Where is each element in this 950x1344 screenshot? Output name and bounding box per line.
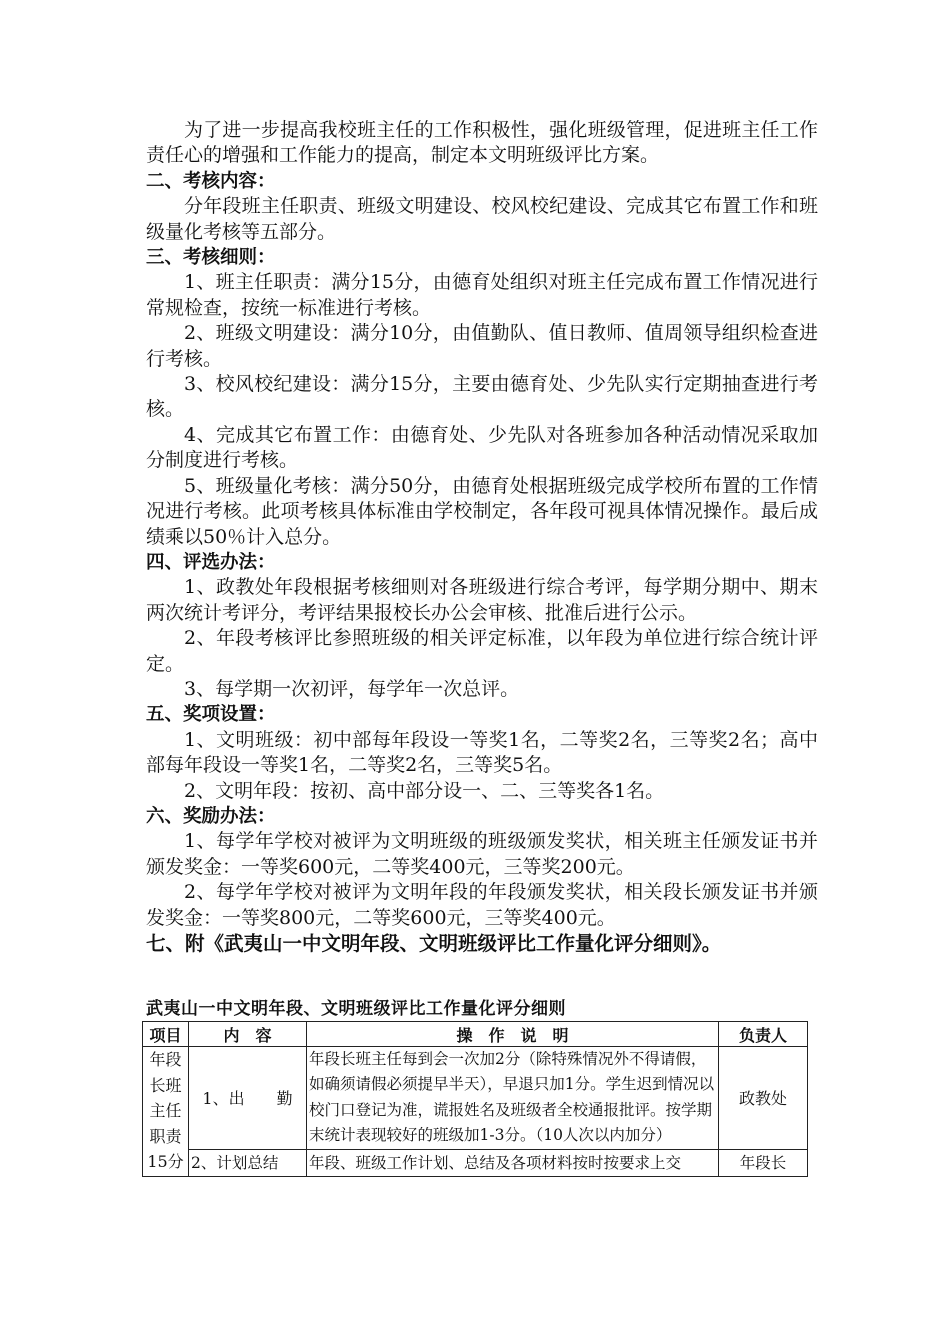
- body-paragraph: 5、班级量化考核：满分50分，由德育处根据班级完成学校所布置的工作情况进行考核。此项考核具体标准由学校制定，各年段可视具体情况操作。最后成绩乘以50％计入总分。: [146, 474, 818, 548]
- section-heading: 三、考核细则：: [146, 247, 276, 269]
- body-paragraph: 分年段班主任职责、班级文明建设、校风校纪建设、完成其它布置工作和班级量化考核等五部分。: [146, 195, 818, 243]
- table-row: [143, 1047, 808, 1150]
- row-content-cell: 1、出 勤: [189, 1047, 307, 1150]
- body-paragraph: 1、每学年学校对被评为文明班级的班级颁发奖状，相关班主任颁发证书并颁发奖金：一等奖600元，二等奖400元，三等奖200元。: [146, 830, 818, 878]
- body-paragraph: 3、校风校纪建设：满分15分，主要由德育处、少先队实行定期抽查进行考核。: [146, 373, 818, 421]
- row-content-cell: 2、计划总结: [189, 1149, 307, 1176]
- row-item-cell: [143, 1047, 189, 1177]
- body-paragraph: 2、文明年段：按初、高中部分设一、二、三等奖各1名。: [184, 779, 665, 802]
- body-paragraph: 1、文明班级：初中部每年段设一等奖1名，二等奖2名，三等奖2名；高中部每年段设一等奖1名，二等奖2名，三等奖5名。: [146, 728, 818, 777]
- table-row: [143, 1149, 808, 1176]
- scoring-table: [142, 1021, 808, 1177]
- body-paragraph: 2、每学年学校对被评为文明年段的年段颁发奖状，相关段长颁发证书并颁发奖金：一等奖800元，二等奖600元，三等奖400元。: [146, 881, 818, 929]
- section-heading: 二、考核内容：: [146, 170, 276, 192]
- row-item-label: 年段长班主任职责15分: [147, 1050, 184, 1172]
- body-paragraph: 2、班级文明建设：满分10分，由值勤队、值日教师、值周领导组织检查进行考核。: [146, 322, 818, 370]
- body-paragraph: 为了进一步提高我校班主任的工作积极性，强化班级管理，促进班主任工作责任心的增强和工作能力的提高，制定本文明班级评比方案。: [146, 119, 818, 167]
- body-paragraph: 1、政教处年段根据考核细则对各班级进行综合考评，每学期分期中、期末两次统计考评分，考评结果报校长办公会审核、批准后进行公示。: [146, 576, 818, 624]
- row-owner-cell: 年段长: [719, 1149, 808, 1176]
- row-desc-cell: 年段、班级工作计划、总结及各项材料按时按要求上交: [307, 1149, 719, 1176]
- header-content: 内 容: [189, 1022, 307, 1047]
- header-desc: 操 作 说 明: [307, 1022, 719, 1047]
- table-header-row: [143, 1022, 808, 1047]
- row-owner-cell: 政教处: [719, 1047, 808, 1150]
- body-paragraph: 4、完成其它布置工作：由德育处、少先队对各班参加各种活动情况采取加分制度进行考核。: [146, 423, 818, 472]
- section-heading: 四、评选办法：: [146, 551, 276, 573]
- section-heading: 六、奖励办法：: [146, 805, 276, 827]
- section-heading: 七、附《武夷山一中文明年段、文明班级评比工作量化评分细则》。: [146, 932, 722, 955]
- header-owner: 负责人: [719, 1022, 808, 1047]
- row-desc-cell: 年段长班主任每到会一次加2分（除特殊情况外不得请假，如确须请假必须提早半天），早退只加1分。学生迟到情况以校门口登记为准，谎报姓名及班级者全校通报批评。按学期末统计表现较好的班级加1-3分。（10人次以内加分）: [307, 1047, 719, 1150]
- header-item: 项目: [143, 1022, 189, 1047]
- body-paragraph: 3、每学期一次初评，每学年一次总评。: [184, 677, 520, 700]
- body-paragraph: 1、班主任职责：满分15分，由德育处组织对班主任完成布置工作情况进行常规检查，按统一标准进行考核。: [146, 271, 818, 319]
- document-body: [146, 118, 818, 956]
- table-title: 武夷山一中文明年段、文明班级评比工作量化评分细则: [146, 999, 566, 1019]
- body-paragraph: 2、年段考核评比参照班级的相关评定标准，以年段为单位进行综合统计评定。: [146, 627, 818, 675]
- section-heading: 五、奖项设置：: [146, 704, 276, 726]
